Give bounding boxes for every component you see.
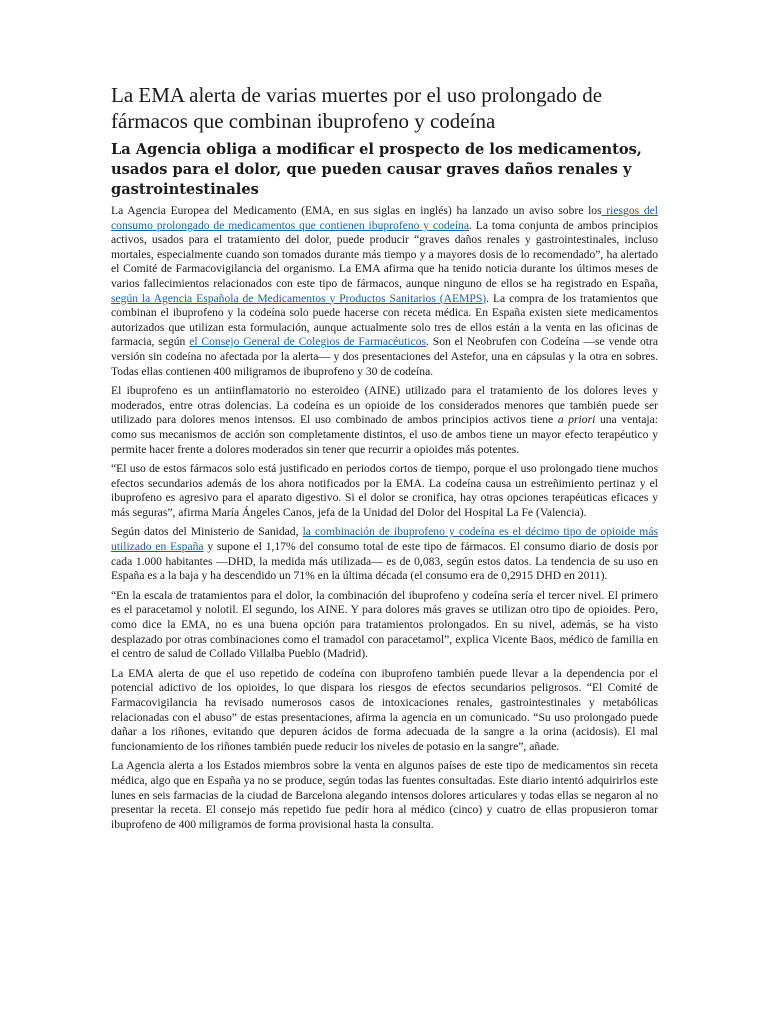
paragraph-1-text-a: La Agencia Europea del Medicamento (EMA, en sus siglas en inglés) ha lanzado un aviso sobre los <box>111 204 602 217</box>
link-opioide-utilizado[interactable]: la combinación de ibuprofeno y codeína es el décimo tipo de opioide más utilizado en España <box>111 525 658 554</box>
paragraph-1-text-b: . La toma conjunta de ambos principios activos, usados para el tratamiento del dolor, puede producir “graves daños renales y gastrointestinales, incluso mortales, especialmente cuando son tomados durante más tiempo y a mayores dosis de lo recomendado”, ha alertado el Comité de Farmacovigilancia del organismo. La EMA afirma que ha tenido noticia durante los últimos meses de varios fallecimientos relacionados con este tipo de fármacos, aunque ninguno de ellos se ha registrado en España, <box>111 218 659 290</box>
paragraph-3: “El uso de estos fármacos solo está justificado en periodos cortos de tiempo, porque el uso prolongado tiene muchos efectos secundarios además de los ahora notificados por la EMA. La codeína causa un estreñimiento pertinaz y el ibuprofeno es agresivo para el aparato digestivo. Si el dolor se cronifica, hay otras opciones terapéuticas eficaces y más seguras”, afirma María Ángeles Canos, jefa de la Unidad del Dolor del Hospital La Fe (Valencia). <box>111 462 658 519</box>
paragraph-2 <box>111 384 658 457</box>
paragraph-7: La Agencia alerta a los Estados miembros sobre la venta en algunos países de este tipo de medicamentos sin receta médica, algo que en España ya no se produce, según todas las fuentes consultadas. Este diario intentó adquirirlos este lunes en seis farmacias de la ciudad de Barcelona alegando intensos dolores articulares y todas ellas se negaron al no presentar la receta. El consejo más repetido fue pedir hora al médico (cinco) y cuatro de ellas propusieron tomar ibuprofeno de 400 miligramos de forma provisional hasta la consulta. <box>111 759 658 831</box>
paragraph-5: “En la escala de tratamientos para el dolor, la combinación del ibuprofeno y codeína sería el tercer nivel. El primero es el paracetamol y nolotil. El segundo, los AINE. Y para dolores más graves se utilizan otro tipo de opioides. Pero, como dice la EMA, no es una buena opción para tratamientos prolongados. En su nivel, además, se ha visto desplazado por otras combinaciones como el tramadol con paracetamol”, explica Vicente Baos, médico de familia en el centro de salud de Collado Villalba Pueblo (Madrid). <box>111 588 658 661</box>
paragraph-2-text-a: El ibuprofeno es un antiinflamatorio no esteroideo (AINE) utilizado para el tratamiento de los dolores leves y moderados, entre otras dolencias. La codeína es un opioide de los considerados menores que también puede ser utilizado para dolores menos intensos. El uso combinado de ambos principios activos tiene <box>111 384 658 427</box>
paragraph-4-text-b: y supone el 1,17% del consumo total de este tipo de fármacos. El consumo diario de dosis por cada 1.000 habitantes —DHD, la medida más utilizada— es de 0,083, según estos datos. La tendencia de su uso en España es a la baja y ha descendido un 71% en la última década (el consumo era de 0,2915 DHD en 2011). <box>111 540 658 583</box>
article-title: La EMA alerta de varias muertes por el uso prolongado de fármacos que combinan ibuprofeno y codeína <box>111 83 603 133</box>
link-riesgos-consumo[interactable]: riesgos del consumo prolongado de medicamentos que contienen ibuprofeno y codeína <box>111 204 658 232</box>
paragraph-4-text-a: Según datos del Ministerio de Sanidad, <box>111 525 303 539</box>
article-subtitle: La Agencia obliga a modificar el prospecto de los medicamentos, usados para el dolor, que pueden causar graves daños renales y gastrointestinales <box>111 141 642 198</box>
link-consejo-farmaceuticos[interactable]: el Consejo General de Colegios de Farmacéuticos <box>189 335 427 349</box>
paragraph-1-text-c: . La compra de los tratamientos que combinan el ibuprofeno y la codeína solo puede hacerse con receta médica. En España existen siete medicamentos autorizados que utilizan esta formulación, aunque actualmente solo tres de ellos están a la venta en las oficinas de farmacia, según <box>111 291 658 349</box>
paragraph-2-text-b: una ventaja: como sus mecanismos de acción son completamente distintos, el uso de ambos tiene un mayor efecto terapéutico y permite hacer frente a dolores moderados sin tener que recurrir a opioides más potentes. <box>111 413 658 456</box>
paragraph-4 <box>111 525 658 583</box>
paragraph-1-text-d: . Son el Neobrufen con Codeína —se vende otra versión sin codeína no afectada por la alerta— y dos presentaciones del Astefor, una en cápsulas y la otra en sobres. Todas ellas contienen 400 miligramos de ibuprofeno y 30 de codeína. <box>111 335 658 378</box>
paragraph-6: La EMA alerta de que el uso repetido de codeína con ibuprofeno también puede llevar a la dependencia por el potencial adictivo de los opioides, lo que dispara los riesgos de efectos secundarios peligrosos. “El Comité de Farmacovigilancia ha revisado numerosos casos de intoxicaciones renales, gastrointestinales y metabólicas relacionadas con el abuso” de estas presentaciones, afirma la agencia en un comunicado. “Su uso prolongado puede dañar a los riñones, evitando que depuren ácidos de forma adecuada de la sangre a la orina (acidosis). El mal funcionamiento de los riñones también puede reducir los niveles de potasio en la sangre”, añade. <box>111 666 658 753</box>
link-aemps[interactable]: según la Agencia Española de Medicamentos y Productos Sanitarios (AEMPS) <box>111 291 487 305</box>
paragraph-1 <box>111 204 658 379</box>
paragraph-2-emphasis: a priori <box>557 413 596 427</box>
